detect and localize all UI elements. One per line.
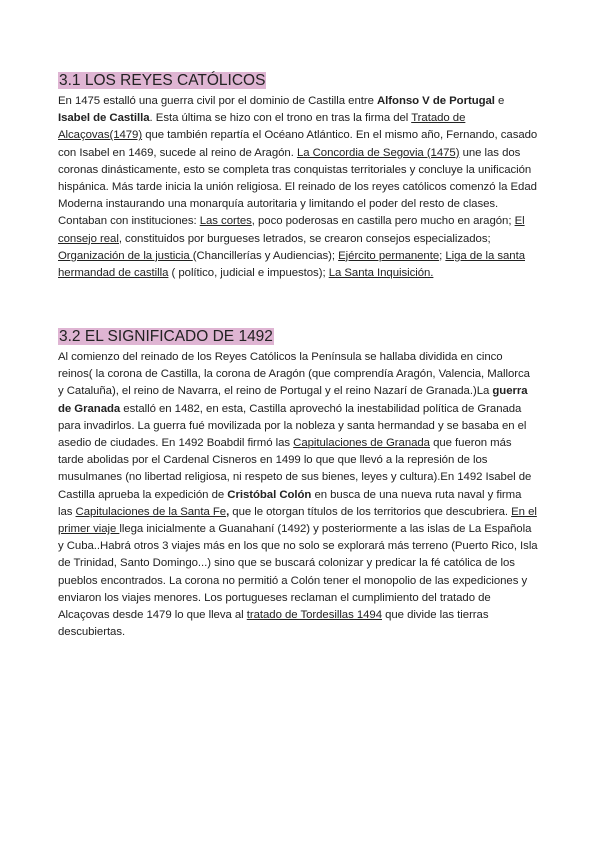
underlined-term: El consejo real, (58, 215, 525, 245)
bold-term: Isabel de Castilla (58, 112, 150, 125)
text-run: que divide las tierras descubiertas. (58, 609, 489, 639)
text-run: que le otorgan títulos de los territorios que descubriera. (229, 505, 512, 518)
underlined-term: La Concordia de Segovia (1475) (296, 146, 460, 159)
text-run: une las dos coronas dinásticamente, esto se completa tras conquistas territoriales y concluye la unificación hispánica. Más tarde inicia la unión religiosa. El reinado de los reyes católicos comenzó la Edad Moderna instaurando una monarquía autoritaria y limitando el poder del resto de clases. Contaban con instituciones: (58, 146, 537, 228)
bold-term: Alfonso V de Portugal (377, 95, 495, 107)
underlined-term: Organización de la justicia (58, 249, 193, 262)
section-paragraph (58, 349, 538, 641)
section-significado-1492 (58, 327, 538, 641)
text-run: , poco poderosas en castilla pero mucho en aragón; (251, 215, 515, 228)
section-heading (58, 71, 538, 91)
text-run: que también repartía el Océano Atlántico. En el mismo año, Fernando, casado con Isabel en 1469, sucede al reino de Aragón. (58, 129, 538, 159)
text-run: ( político, judicial e impuestos); (168, 267, 329, 280)
underlined-term: En el primer viaje (58, 505, 537, 536)
section-paragraph (58, 93, 538, 282)
text-run: (Chancillerías y Audiencias); (192, 249, 339, 262)
section-heading (58, 327, 538, 347)
text-run: en busca de una nueva ruta naval y firma las (58, 488, 522, 518)
text-run: e (494, 95, 505, 107)
bold-term: , (226, 505, 230, 518)
underlined-term: Liga de la santa hermandad de castilla (58, 249, 525, 280)
text-run: . Esta última se hizo con el trono en tras la firma del (149, 112, 412, 125)
highlighted-heading: 3.2 EL SIGNIFICADO DE 1492 (59, 328, 273, 345)
highlighted-heading: 3.1 LOS REYES CATÓLICOS (59, 72, 266, 89)
underlined-term: Tratado de Alcaçovas(1479) (58, 112, 466, 142)
underlined-term: tratado de Tordesillas 1494 (246, 609, 382, 622)
text-run: En 1475 estalló una guerra civil por el dominio de Castilla entre (58, 95, 377, 107)
underlined-term: La Santa Inquisición. (328, 267, 434, 280)
underlined-term: Las cortes (199, 215, 252, 228)
text-run: llega inicialmente a Guanahaní (1492) y posteriormente a las islas de La Española y Cuba..Habrá otros 3 viajes más en los que no solo se explorará más terreno (Puerto Rico, Isla de Trinidad, Santo Domingo...) sino que se buscará colonizar y predicar la fé católica de los pueblos encontrados. La corona no permitió a Colón tener el monopolio de las expediciones y enviaron los viajes menores. Los portugueses reclaman el cumplimiento del tratado de Alcaçovas desde 1479 lo que lleva al (58, 523, 538, 622)
text-run: Al comienzo del reinado de los Reyes Católicos la Península se hallaba dividida en cinco reinos( la corona de Castilla, la corona de Aragón (que comprendía Aragón, Valencia, Mallorca y Cataluña), el reino de Navarra, el reino de Portugal y el reino Nazarí de Granada.)La (58, 351, 530, 398)
section-reyes-catolicos (58, 71, 538, 282)
bold-term: guerra de Granada (58, 385, 528, 415)
text-run: estalló en 1482, en esta, Castilla aprovechó la inestabilidad política de Granada para invadirlos. La guerra fué movilizada por la nobleza y santa hermandad y se basaba en el asedio de ciudades. En 1492 Boabdil firmó las (58, 402, 527, 450)
text-run: ; (439, 249, 446, 262)
bold-term: Cristóbal Colón (227, 488, 312, 501)
text-run: constituidos por burgueses letrados, se crearon consejos especializados; (121, 232, 491, 245)
underlined-term: Capitulaciones de la Santa Fe (75, 505, 227, 518)
underlined-term: Ejército permanente (338, 249, 440, 262)
underlined-term: Capitulaciones de Granada (293, 437, 430, 450)
text-run: que fueron más tarde abolidas por el Cardenal Cisneros en 1499 lo que que llevó a la represión de los musulmanes (no libertad religiosa, ni respeto de sus bienes, leyes y cultura).En 1492 Isabel de Castilla aprueba la expedición de (58, 437, 532, 501)
